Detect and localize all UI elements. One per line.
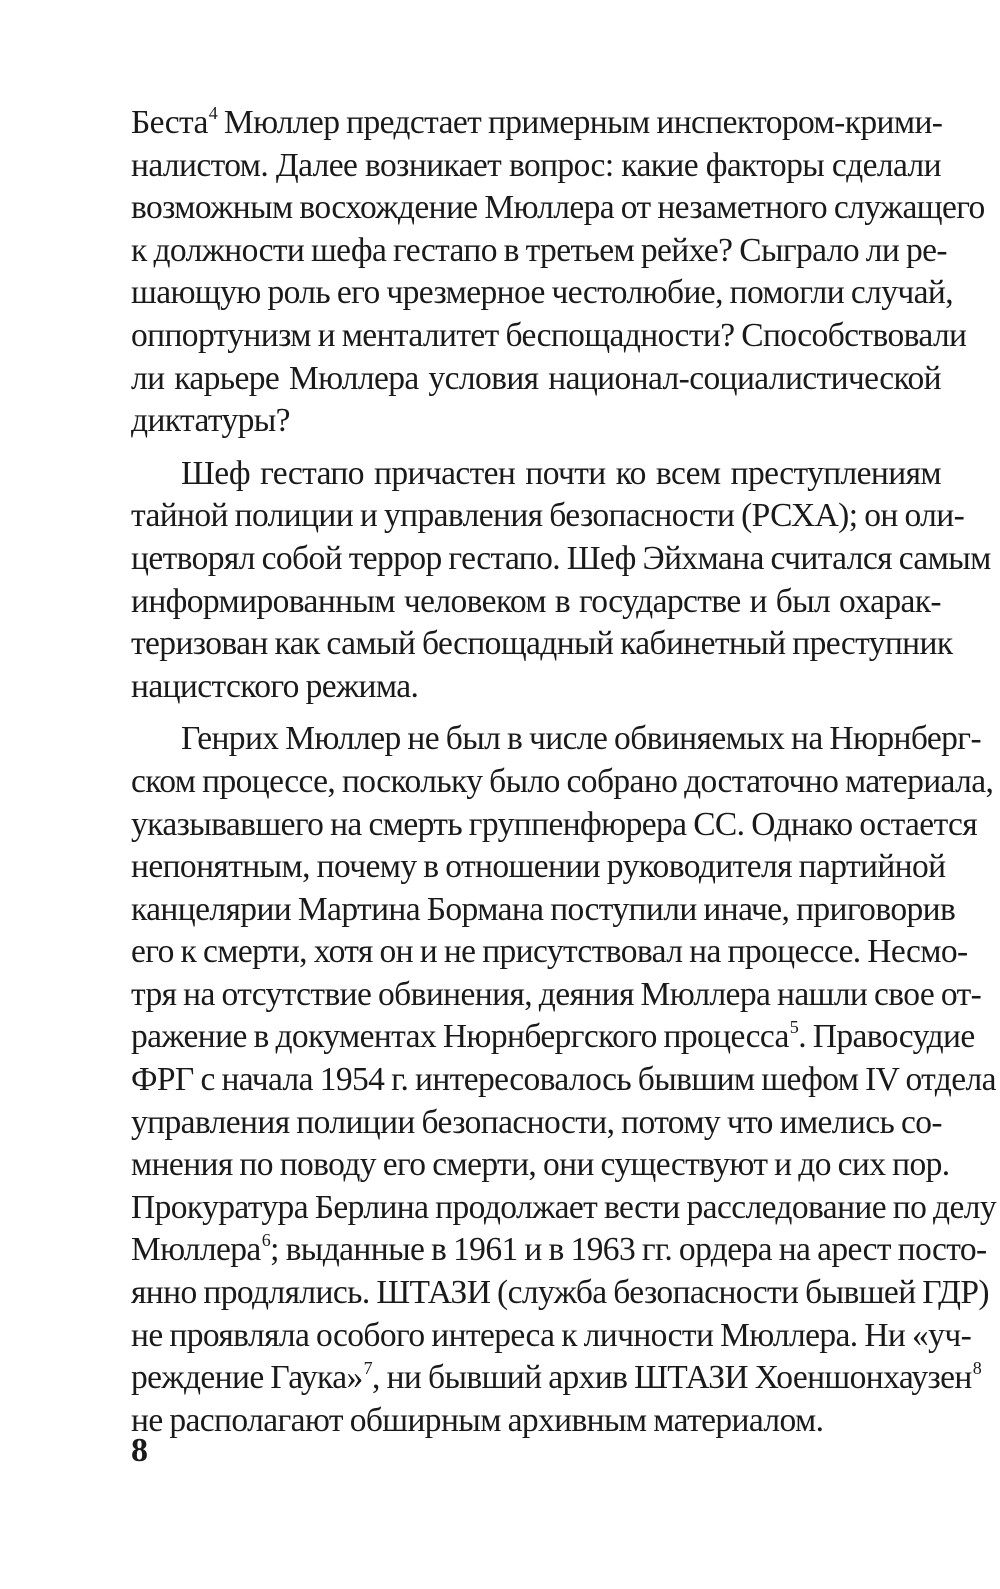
text-run: Беста [131, 104, 208, 141]
text-run: Мюллер предстает примерным инспектором-крими- [217, 104, 943, 141]
text-line [131, 1144, 950, 1187]
page-number: 8 [131, 1432, 148, 1469]
text-run: теризован как самый беспощадный кабинетный преступник [131, 625, 953, 663]
text-line [131, 1272, 989, 1315]
footnote-marker: 7 [363, 1358, 373, 1379]
text-line [131, 358, 941, 401]
body-text [131, 102, 997, 1452]
text-run: не располагают обширным архивным материалом. [131, 1401, 824, 1439]
text-line [131, 889, 956, 932]
text-line [131, 761, 994, 804]
text-run: не проявляла особого интереса к личности Мюллера. Ни «уч- [131, 1316, 972, 1354]
text-line [131, 1229, 987, 1272]
text-line [131, 538, 991, 581]
text-line [131, 846, 946, 889]
text-run: ФРГ с начала 1954 г. интересовалось бывшим шефом IV отдела [131, 1061, 996, 1099]
text-run: оппортунизм и менталитет беспощадности? Способствовали [131, 316, 967, 354]
footnote-marker: 5 [789, 1017, 799, 1038]
text-run: возможным восхождение Мюллера от незаметного служащего [131, 189, 985, 227]
text-line [131, 400, 941, 443]
text-line [131, 974, 982, 1017]
paragraph [131, 102, 985, 443]
text-line [131, 623, 953, 666]
text-run: , ни бывший архив ШТАЗИ Хоеншонхаузен [372, 1359, 972, 1397]
text-run: ражение в документах Нюрнбергского процесса [131, 1018, 789, 1056]
text-line [131, 1315, 972, 1358]
text-run: налистом. Далее возникает вопрос: какие факторы сделали [131, 146, 941, 184]
text-run: Прокуратура Берлина продолжает вести расследование по делу [131, 1188, 997, 1226]
text-run: тайной полиции и управления безопасности (РСХА); он оли- [131, 497, 965, 535]
text-line [131, 315, 967, 358]
text-run: непонятным, почему в отношении руководителя партийной [131, 848, 946, 886]
footnote-marker: 4 [208, 102, 218, 123]
text-run: нацистского режима. [131, 667, 419, 705]
text-line [131, 804, 978, 847]
text-run: цетворял собой террор гестапо. Шеф Эйхмана считался самым [131, 539, 991, 577]
text-run: управления полиции безопасности, потому что имелись со- [131, 1103, 942, 1141]
text-run: указывавшего на смерть группенфюрера СС. Однако остается [131, 805, 978, 843]
text-run: информированным человеком в государстве и был охарак- [131, 582, 941, 620]
text-line [131, 272, 954, 315]
text-line [131, 145, 941, 188]
text-run: мнения по поводу его смерти, они существуют и до сих пор. [131, 1146, 950, 1184]
text-run: его к смерти, хотя он и не присутствовал на процессе. Несмо- [131, 933, 968, 971]
text-line [131, 230, 947, 273]
text-run: ли карьере Мюллера условия национал-социалистической [131, 359, 941, 397]
text-run: ; выданные в 1961 и в 1963 гг. ордера на арест посто- [270, 1231, 987, 1269]
text-run: Мюллера [131, 1231, 261, 1269]
text-line [131, 1187, 997, 1230]
text-run: реждение Гаука» [131, 1359, 363, 1397]
text-run: диктатуры? [131, 402, 290, 440]
text-run: . Правосудие [798, 1018, 975, 1056]
text-run: канцелярии Мартина Бормана поступили иначе, приговорив [131, 890, 956, 928]
text-line [131, 666, 941, 709]
text-line [131, 581, 941, 624]
paragraph [131, 453, 991, 709]
text-line [131, 1400, 941, 1443]
text-run: янно продлялись. ШТАЗИ (служба безопасности бывшей ГДР) [131, 1274, 989, 1312]
text-line [131, 495, 965, 538]
text-run: шающую роль его чрезмерное честолюбие, помогли случай, [131, 274, 954, 312]
text-run: тря на отсутствие обвинения, деяния Мюллера нашли свое от- [131, 975, 982, 1013]
paragraph [131, 718, 997, 1442]
text-run: ском процессе, поскольку было собрано достаточно материала, [131, 762, 994, 800]
text-line [131, 187, 985, 230]
footnote-marker: 8 [972, 1358, 982, 1379]
text-line [131, 102, 941, 145]
text-run: к должности шефа гестапо в третьем рейхе? Сыграло ли ре- [131, 231, 947, 269]
text-line [131, 453, 941, 496]
text-line [131, 1357, 982, 1400]
text-line [131, 1102, 941, 1145]
footnote-marker: 6 [261, 1230, 271, 1251]
text-run: Шеф гестапо причастен почти ко всем преступлениям [181, 454, 941, 492]
text-line [131, 1016, 975, 1059]
text-line [131, 931, 968, 974]
text-run: Генрих Мюллер не был в числе обвиняемых на Нюрнберг- [181, 720, 982, 758]
text-line [131, 718, 982, 761]
text-line [131, 1059, 996, 1102]
